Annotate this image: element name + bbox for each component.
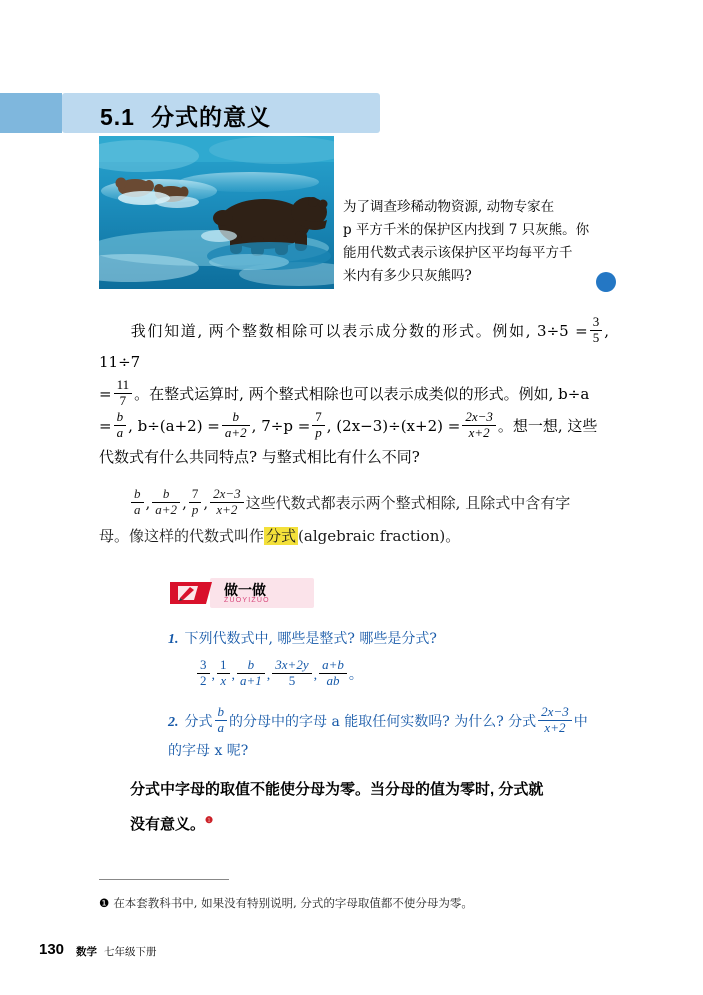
activity-banner-label: 做一做 [224, 582, 266, 598]
fraction-numerator: 1 [217, 658, 230, 674]
definition-text-b: 母。像这样的代数式叫作 [99, 527, 265, 546]
fraction-numerator: b [222, 410, 250, 426]
conclusion-line-2-text: 没有意义。 [130, 816, 206, 833]
fraction-denominator: x+2 [544, 719, 566, 735]
section-number: 5.1 [100, 104, 135, 130]
body-text-3a: = [99, 417, 112, 436]
fraction-denominator: a+2 [224, 425, 247, 441]
fraction-3-2 [197, 658, 210, 689]
fraction-denominator: a [116, 425, 124, 441]
footnote-text: 在本套教科书中, 如果没有特别说明, 分式的字母取值都不使分母为零。 [113, 896, 473, 910]
page-title [100, 99, 271, 132]
footnote-reference-mark: ❶ [205, 815, 214, 825]
fraction-7-p [312, 410, 325, 441]
footnote-divider [99, 879, 229, 880]
body-paragraph-1 [99, 315, 609, 473]
body-line-4: 代数式有什么共同特点? 与整式相比有什么不同? [99, 448, 420, 467]
title-band-left-accent [0, 93, 62, 133]
fraction-denominator: x+2 [216, 501, 238, 517]
fraction-numerator: b [237, 658, 265, 674]
fraction-numerator: 2x−3 [462, 410, 496, 426]
body-text-1b: , 11÷7 [99, 322, 609, 372]
conclusion-statement [130, 775, 600, 840]
fraction-b-a [215, 705, 228, 736]
exercise-1-expressions [195, 658, 363, 689]
intro-question [343, 196, 601, 288]
fraction-3x-2y-over-5 [272, 658, 311, 689]
exercise-1-number: 1. [168, 632, 179, 647]
intro-line-1: 为了调查珍稀动物资源, 动物专家在 [343, 199, 555, 215]
fraction-b-a-plus-1 [237, 658, 265, 689]
body-text-3e: 。想一想, 这些 [497, 417, 598, 436]
fraction-2x-3-over-x-plus-2 [210, 487, 244, 518]
comma-2: , [231, 668, 235, 684]
fraction-denominator: p [191, 501, 199, 517]
fraction-numerator: 7 [189, 487, 202, 503]
fraction-denominator: x+2 [468, 425, 490, 441]
footer-grade: 七年级下册 [104, 946, 157, 958]
fraction-denominator: 5 [592, 329, 600, 345]
definition-text-c: (algebraic fraction)。 [298, 527, 461, 546]
exercise-1-tail: 。 [348, 668, 363, 684]
pencil-flag-icon [168, 578, 216, 608]
sep-3: , [203, 494, 209, 513]
fraction-denominator: a [217, 719, 224, 735]
fraction-b-a-plus-2 [152, 487, 180, 518]
fraction-1-x [217, 658, 230, 689]
intro-line-2: p 平方千米的保护区内找到 7 只灰熊。你 [343, 222, 590, 238]
fraction-numerator: 3x+2y [272, 658, 311, 674]
body-text-3d: , (2x−3)÷(x+2) = [326, 417, 461, 436]
fraction-a-plus-b-over-ab [319, 658, 347, 689]
fraction-numerator: 3 [197, 658, 210, 674]
fraction-numerator: b [114, 410, 127, 426]
definition-line-2 [99, 520, 611, 553]
fraction-b-a [114, 410, 127, 441]
body-text-2b: 。在整式运算时, 两个整式相除也可以表示成类似的形式。例如, b÷a [134, 385, 590, 404]
fraction-numerator: b [215, 705, 228, 721]
fraction-denominator: p [315, 425, 322, 441]
page-number: 130 [39, 941, 65, 958]
fraction-denominator: a+2 [155, 501, 178, 517]
exercise-2-line-1 [168, 705, 598, 737]
body-line-3 [99, 410, 609, 442]
fraction-denominator: 7 [119, 393, 127, 409]
body-line-1 [99, 315, 609, 378]
comma-3: , [266, 668, 271, 684]
body-text-3b: , b÷(a+2) = [128, 417, 220, 436]
exercise-2-number: 2. [168, 715, 179, 731]
fraction-numerator: 2x−3 [538, 705, 572, 721]
exercise-2-line-2: 的字母 x 呢? [168, 743, 249, 760]
conclusion-line-2 [130, 805, 600, 840]
body-text-1a: 我们知道, 两个整数相除可以表示成分数的形式。例如, 3÷5 = [129, 322, 588, 341]
fraction-numerator: b [152, 487, 180, 503]
body-text-2a: = [99, 385, 112, 404]
fraction-numerator: 2x−3 [210, 487, 244, 503]
footnote-mark: ❶ [99, 896, 110, 910]
brown-bears-in-river-photo [99, 136, 334, 289]
definition-text-a: 这些代数式都表示两个整式相除, 且除式中含有字 [245, 494, 571, 513]
fraction-denominator: a [134, 501, 141, 517]
exercise-1-text: 下列代数式中, 哪些是整式? 哪些是分式? [184, 631, 437, 647]
fraction-denominator: ab [326, 672, 340, 688]
exercise-2-text-b: 的分母中的字母 a 能取任何实数吗? 为什么? 分式 [229, 714, 537, 731]
section-title: 分式的意义 [150, 104, 271, 130]
fraction-b-a-plus-2 [222, 410, 250, 441]
fraction-3-5 [590, 315, 603, 346]
page-footer-subject [76, 944, 157, 959]
fraction-numerator: a+b [319, 658, 347, 674]
exercise-1 [168, 625, 598, 654]
activity-banner [168, 578, 314, 608]
fraction-denominator: 5 [288, 672, 296, 688]
fraction-7-p [189, 487, 202, 518]
fraction-denominator: x [220, 672, 227, 688]
highlighted-term: 分式 [266, 527, 297, 546]
exercise-2-text-a: 分式 [184, 714, 213, 731]
fraction-b-a [131, 487, 144, 518]
footer-subject: 数学 [76, 946, 97, 958]
fraction-denominator: 2 [200, 672, 207, 688]
fraction-denominator: a+1 [240, 672, 262, 688]
body-text-3c: , 7÷p = [251, 417, 311, 436]
fraction-2x-3-over-x-plus-2 [462, 410, 496, 441]
activity-banner-pinyin: ZUOYIZUO [224, 597, 270, 604]
definition-paragraph [99, 487, 611, 553]
fraction-numerator: 11 [114, 378, 133, 394]
fraction-numerator: 3 [590, 315, 603, 331]
decorative-blue-dot [596, 272, 616, 292]
body-line-2 [99, 378, 609, 410]
comma-1: , [211, 668, 215, 684]
conclusion-line-1: 分式中字母的取值不能使分母为零。当分母的值为零时, 分式就 [130, 781, 544, 798]
sep-1: , [145, 494, 151, 513]
fraction-numerator: b [131, 487, 144, 503]
intro-line-3: 能用代数式表示该保护区平均每平方千 [343, 245, 573, 261]
fraction-11-7 [114, 378, 133, 409]
intro-line-4: 米内有多少只灰熊吗? [343, 268, 472, 284]
footnote [99, 895, 599, 911]
exercise-2-text-c: 中 [573, 714, 588, 731]
fraction-numerator: 7 [312, 410, 325, 426]
comma-4: , [313, 668, 318, 684]
sep-2: , [182, 494, 187, 513]
fraction-2x-3-over-x-plus-2 [538, 705, 572, 736]
definition-line-1 [99, 487, 611, 520]
exercise-2 [168, 705, 598, 766]
